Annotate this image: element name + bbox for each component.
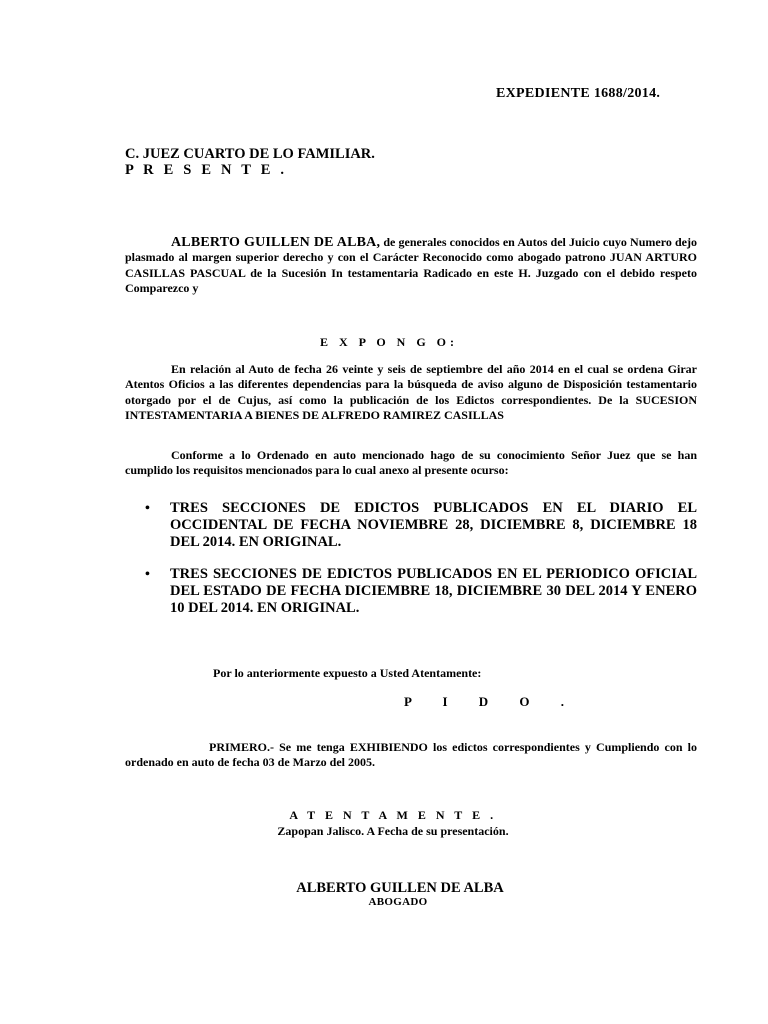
list-item-text: TRES SECCIONES DE EDICTOS PUBLICADOS EN EL PERIODICO OFICIAL DEL ESTADO DE FECHA DICIEMBRE 18, DICIEMBRE 30 DEL 2014 Y ENERO 10 DEL 2014. EN ORIGINAL. <box>170 566 697 616</box>
attachments-list <box>145 500 697 632</box>
intro-text: de generales conocidos en Autos del Juicio cuyo Numero dejo plasmado al margen superior derecho y con el Carácter Reconocido como abogado patrono JUAN ARTURO CASILLAS PASCUAL de la Sucesión In testamentaria Radicado en este H. Juzgado con el debido respeto Comparezco y <box>125 235 697 295</box>
atentamente-heading: A T E N T A M E N T E . <box>289 808 497 822</box>
addressee-present: P R E S E N T E . <box>125 162 288 178</box>
bullet-icon: • <box>145 567 150 582</box>
place-date: Zapopan Jalisco. A Fecha de su presentación. <box>277 824 509 838</box>
addressee-judge: C. JUEZ CUARTO DE LO FAMILIAR. <box>125 146 375 162</box>
pido-heading: P I D O . <box>404 694 579 709</box>
list-item <box>145 566 697 617</box>
bullet-icon: • <box>145 501 150 516</box>
signer-name: ALBERTO GUILLEN DE ALBA <box>296 880 504 896</box>
primero-paragraph: PRIMERO.- Se me tenga EXHIBIENDO los edictos correspondientes y Cumpliendo con lo ordenado en auto de fecha 03 de Marzo del 2005. <box>125 740 697 770</box>
addressee-block <box>125 146 375 178</box>
signer-role: ABOGADO <box>368 896 428 908</box>
intro-name: ALBERTO GUILLEN DE ALBA, <box>171 235 381 250</box>
body-paragraph-2: Conforme a lo Ordenado en auto mencionado hago de su conocimiento Señor Juez que se han cumplido los requisitos mencionados para lo cual anexo al presente ocurso: <box>125 448 697 478</box>
body-paragraph-1: En relación al Auto de fecha 26 veinte y seis de septiembre del año 2014 en el cual se ordena Girar Atentos Oficios a las diferentes dependencias para la búsqueda de aviso alguno de Disposición testamentario otorgado por el de Cujus, así como la publicación de los Edictos correspondientes. De la SUCESION INTESTAMENTARIA A BIENES DE ALFREDO RAMIREZ CASILLAS <box>125 362 697 423</box>
expongo-heading: E X P O N G O: <box>319 335 458 349</box>
intro-paragraph <box>125 235 697 296</box>
list-item <box>145 500 697 551</box>
case-number: EXPEDIENTE 1688/2014. <box>496 86 661 101</box>
por-lo-expuesto: Por lo anteriormente expuesto a Usted Atentamente: <box>213 666 482 680</box>
list-item-text: TRES SECCIONES DE EDICTOS PUBLICADOS EN EL DIARIO EL OCCIDENTAL DE FECHA NOVIEMBRE 28, DICIEMBRE 8, DICIEMBRE 18 DEL 2014. EN ORIGINAL. <box>170 500 697 550</box>
